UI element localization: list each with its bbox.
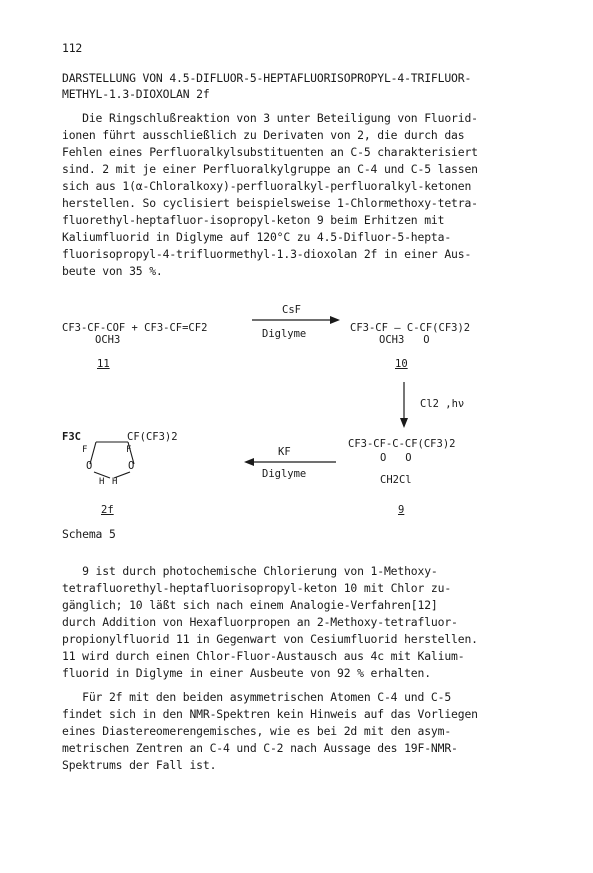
reactant-11: CF3-CF-COF + CF3-CF=CF2	[62, 322, 208, 334]
ring-f-right: F	[126, 445, 132, 455]
p2-line: tetrafluorethyl-heptafluorisopropyl-keton 10 mit Chlor zu-	[62, 581, 452, 595]
ring-o-right: O	[128, 460, 135, 472]
reagent-diglyme-2: Diglyme	[262, 468, 307, 480]
reactant-11-methoxy: OCH3	[95, 334, 121, 346]
reagent-diglyme-1: Diglyme	[262, 328, 307, 340]
reagent-kf: KF	[278, 446, 291, 458]
p1-line: fluorethyl-heptafluor-isopropyl-keton 9 beim Erhitzen mit	[62, 213, 445, 227]
ring-cf-cf3-2: CF(CF3)2	[127, 431, 178, 443]
p2-line: 11 wird durch einen Chlor-Fluor-Austausch aus 4c mit Kalium-	[62, 649, 465, 663]
p3-line: Für 2f mit den beiden asymmetrischen Atomen C-4 und C-5	[62, 690, 452, 704]
p3-line: metrischen Zentren an C-4 und C-2 nach Aussage des 19F-NMR-	[62, 741, 458, 755]
compound-9-ch2cl: CH2Cl	[380, 474, 412, 486]
reagent-cl2-hv: Cl2 ,hν	[420, 398, 465, 410]
p1-line: Fehlen eines Perfluoralkylsubstituenten an C-5 charakterisiert	[62, 145, 478, 159]
label-9: 9	[398, 504, 405, 516]
heading-line-2: METHYL-1.3-DIOXOLAN 2f	[62, 87, 210, 101]
p2-line: fluorid in Diglyme in einer Ausbeute von 92 % erhalten.	[62, 666, 431, 680]
p1-line: sich aus 1(α-Chloralkoxy)-perfluoralkyl-perfluoralkyl-ketonen	[62, 179, 472, 193]
compound-9: CF3-CF-C-CF(CF3)2	[348, 438, 456, 450]
ring-o-left: O	[86, 460, 93, 472]
arrow-right-1	[250, 314, 342, 326]
scheme-caption: Schema 5	[62, 527, 116, 541]
p1-line: beute von 35 %.	[62, 264, 163, 278]
p1-line: ionen führt ausschließlich zu Derivaten von 2, die durch das	[62, 128, 465, 142]
p2-line: durch Addition von Hexafluorpropen an 2-Methoxy-tetrafluor-	[62, 615, 458, 629]
p2-line: propionylfluorid 11 in Gegenwart von Cesiumfluorid herstellen.	[62, 632, 478, 646]
arrow-down	[398, 380, 410, 430]
p1-line: Die Ringschlußreaktion von 3 unter Beteiligung von Fluorid-	[62, 111, 478, 125]
label-10: 10	[395, 358, 408, 370]
p1-line: Kaliumfluorid in Diglyme auf 120°C zu 4.5-Difluor-5-hepta-	[62, 230, 452, 244]
p3-line: findet sich in den NMR-Spektren kein Hinweis auf das Vorliegen	[62, 707, 478, 721]
ring-h-right: H	[112, 477, 118, 487]
compound-9-oxygens: O O	[380, 452, 412, 464]
p2-line: 9 ist durch photochemische Chlorierung von 1-Methoxy-	[62, 564, 438, 578]
reagent-csf: CsF	[282, 304, 301, 316]
p1-line: herstellen. So cyclisiert beispielsweise 1-Chlormethoxy-tetra-	[62, 196, 478, 210]
label-2f: 2f	[101, 504, 114, 516]
ring-h-left: H	[99, 477, 105, 487]
arrow-left	[242, 456, 338, 468]
label-11: 11	[97, 358, 110, 370]
p2-line: gänglich; 10 läßt sich nach einem Analogie-Verfahren[12]	[62, 598, 438, 612]
p1-line: fluorisopropyl-4-trifluormethyl-1.3-dioxolan 2f in einer Aus-	[62, 247, 472, 261]
p1-line: sind. 2 mit je einer Perfluoralkylgruppe an C-4 und C-5 lassen	[62, 162, 478, 176]
product-10-substituents: OCH3 O	[379, 334, 430, 346]
page-number: 112	[62, 41, 83, 55]
p3-line: Spektrums der Fall ist.	[62, 758, 217, 772]
ring-f-left: F	[82, 445, 88, 455]
p3-line: eines Diastereomerengemisches, wie es bei 2d mit den asym-	[62, 724, 452, 738]
ring-f3c: F3C	[62, 431, 81, 443]
product-10: CF3-CF — C-CF(CF3)2	[350, 322, 471, 334]
heading-line-1: DARSTELLUNG VON 4.5-DIFLUOR-5-HEPTAFLUORISOPROPYL-4-TRIFLUOR-	[62, 71, 472, 85]
